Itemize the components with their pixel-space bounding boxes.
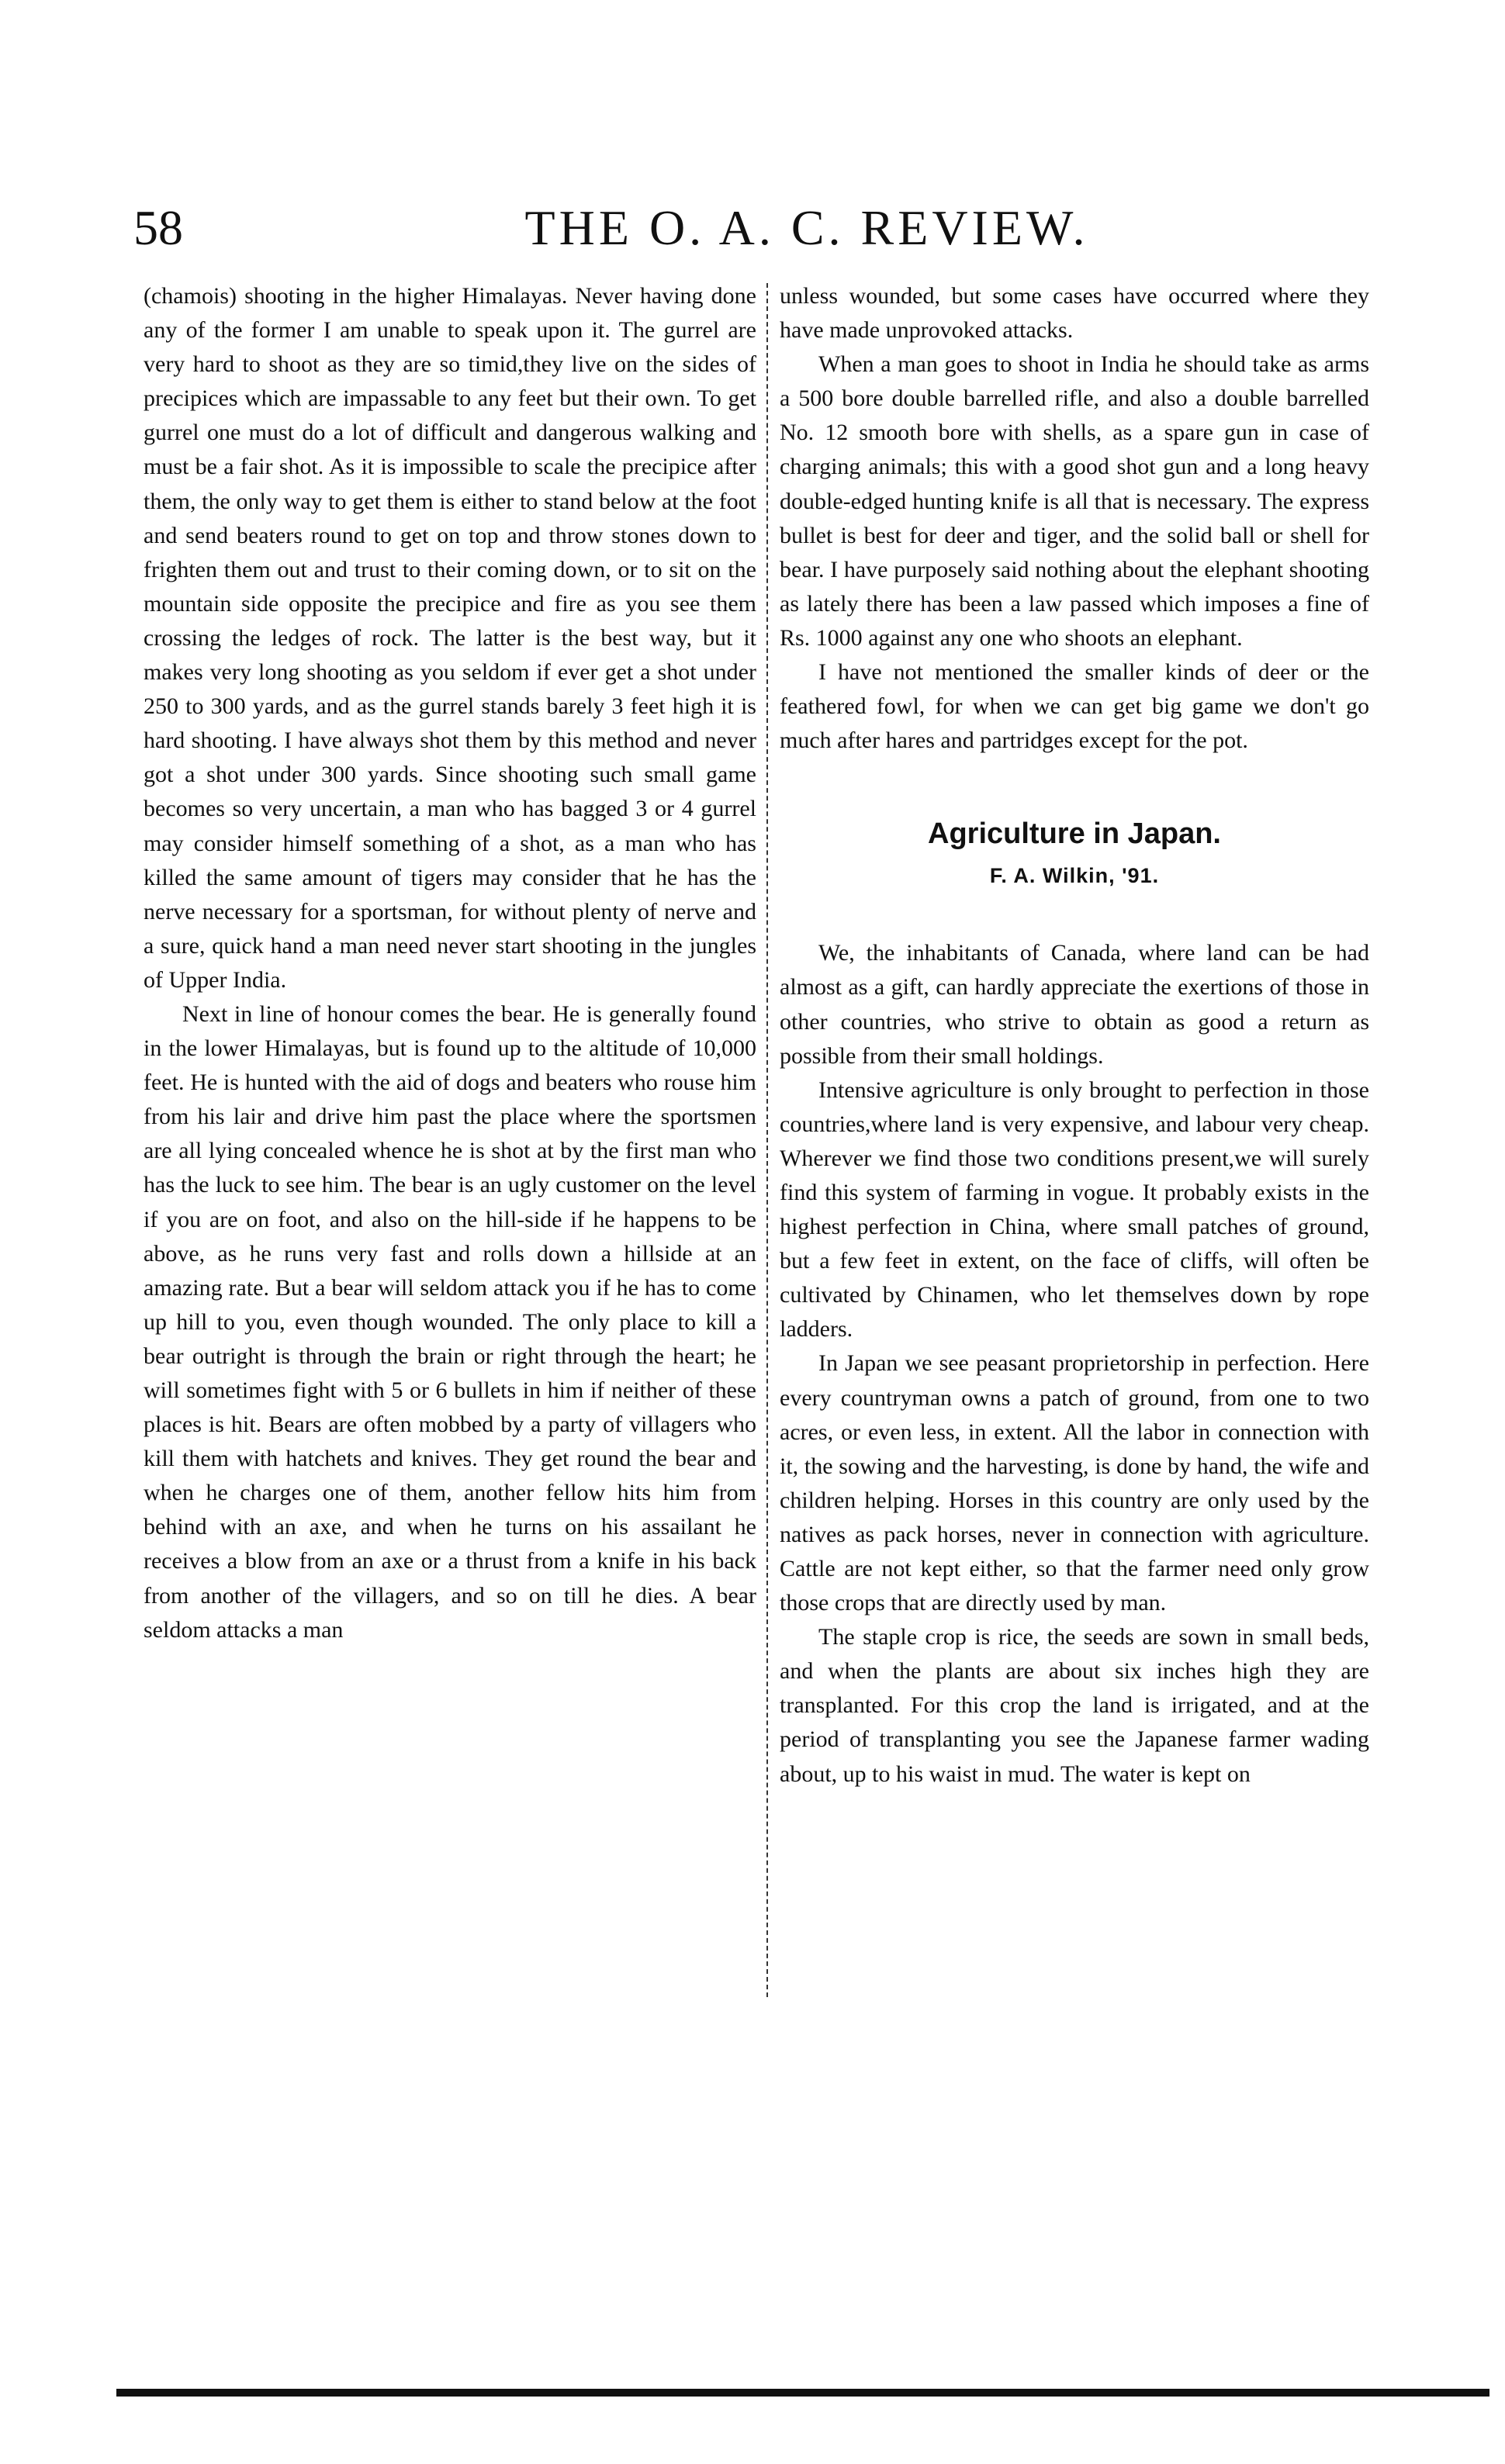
article-title: Agriculture in Japan. [928,817,1221,851]
article-paragraph-4: The staple crop is rice, the seeds are sown in small beds, and when the plants are about six inches high they are transplanted. For this crop the land is irrigated, and at the period of transplanting you see the Japanese farmer wading about, up to his waist in mud. The water is kept on [780,1624,1369,1787]
running-head: THE O. A. C. REVIEW. [524,200,1089,255]
right-paragraph-2: When a man goes to shoot in India he should take as arms a 500 bore double barrelled rifle, and also a double barrelled No. 12 smooth bore with shells, as a spare gun in case of charging animals; this with a good shot gun and a long heavy double-edged hunting knife is all that is necessary. The express bullet is best for deer and tiger, and the solid ball or shell for bear. I have purposely said nothing about the elephant shooting as lately there has been a law passed which imposes a fine of Rs. 1000 against any one who shoots an elephant. [780,351,1369,651]
right-paragraph-1: unless wounded, but some cases have occurred where they have made unprovoked attacks. [780,283,1369,344]
article-paragraph-1: We, the inhabitants of Canada, where land can be had almost as a gift, can hardly appreciate the exertions of those in other countries, who strive to obtain as good a return as possible from their small holdings. [780,940,1369,1069]
article-author: F. A. Wilkin, '91. [989,864,1160,888]
article-heading [780,812,1369,893]
article-paragraph-3: In Japan we see peasant proprietorship in perfection. Here every countryman owns a patch of ground, from one to two acres, or even less, in extent. All the labor in connection with it, the sowing and the harvesting, is done by hand, the wife and children helping. Horses in this country are only used by the natives as pack horses, never in connection with agriculture. Cattle are not kept either, so that the farmer need only grow those crops that are directly used by man. [780,1350,1369,1616]
left-column [144,279,756,1647]
column-divider [766,283,768,1997]
article-paragraph-2: Intensive agriculture is only brought to perfection in those countries,where land is very expensive, and labour very cheap. Wherever we find those two conditions present,we will surely find this system of farming in vogue. It probably exists in the highest perfection in China, where small patches of ground, but a few feet in extent, on the face of cliffs, will often be cultivated by Chinamen, who let themselves down by rope ladders. [780,1076,1369,1343]
right-column [780,279,1369,1792]
right-paragraph-3: I have not mentioned the smaller kinds of deer or the feathered fowl, for when we can get big game we don't go much after hares and partridges except for the pot. [780,659,1369,754]
left-paragraph-2: Next in line of honour comes the bear. He is generally found in the lower Himalayas, but is found up to the altitude of 10,000 feet. He is hunted with the aid of dogs and beaters who rouse him from his lair and drive him past the place where the sportsmen are all lying concealed whence he is shot at by the first man who has the luck to see him. The bear is an ugly customer on the level if you are on foot, and also on the hill-side if he happens to be above, as he runs very fast and rolls down a hillside at an amazing rate. But a bear will seldom attack you if he has to come up hill to you, even though wounded. The only place to kill a bear outright is through the brain or right through the heart; he will sometimes fight with 5 or 6 bullets in him if neither of these places is hit. Bears are often mobbed by a party of villagers who kill them with hatchets and knives. They get round the bear and when he charges one of them, another fellow hits him from behind with an axe, and when he turns on his assailant he receives a blow from an axe or a thrust from a knife in his back from another of the villagers, and so on till he dies. A bear seldom attacks a man [144,1000,756,1643]
bottom-rule [116,2389,1489,2397]
page-number: 58 [133,200,183,255]
left-paragraph-1: (chamois) shooting in the higher Himalayas. Never having done any of the former I am unable to speak upon it. The gurrel are very hard to shoot as they are so timid,they live on the sides of precipices which are impassable to any feet but their own. To get gurrel one must do a lot of difficult and dangerous walking and must be a fair shot. As it is impossible to scale the precipice after them, the only way to get them is either to stand below at the foot and send beaters round to get on top and throw stones down to frighten them out and trust to their coming down, or to sit on the mountain side opposite the precipice and fire as you see them crossing the ledges of rock. The latter is the best way, but it makes very long shooting as you seldom if ever get a shot under 250 to 300 yards, and as the gurrel stands barely 3 feet high it is hard shooting. I have always shot them by this method and never got a shot under 300 yards. Since shooting such small game becomes so very uncertain, a man who has bagged 3 or 4 gurrel may consider himself something of a shot, as a man who has killed the same amount of tigers may consider that he has the nerve necessary for a sportsman, for without plenty of nerve and a sure, quick hand a man need never start shooting in the jungles of Upper India. [144,283,756,993]
